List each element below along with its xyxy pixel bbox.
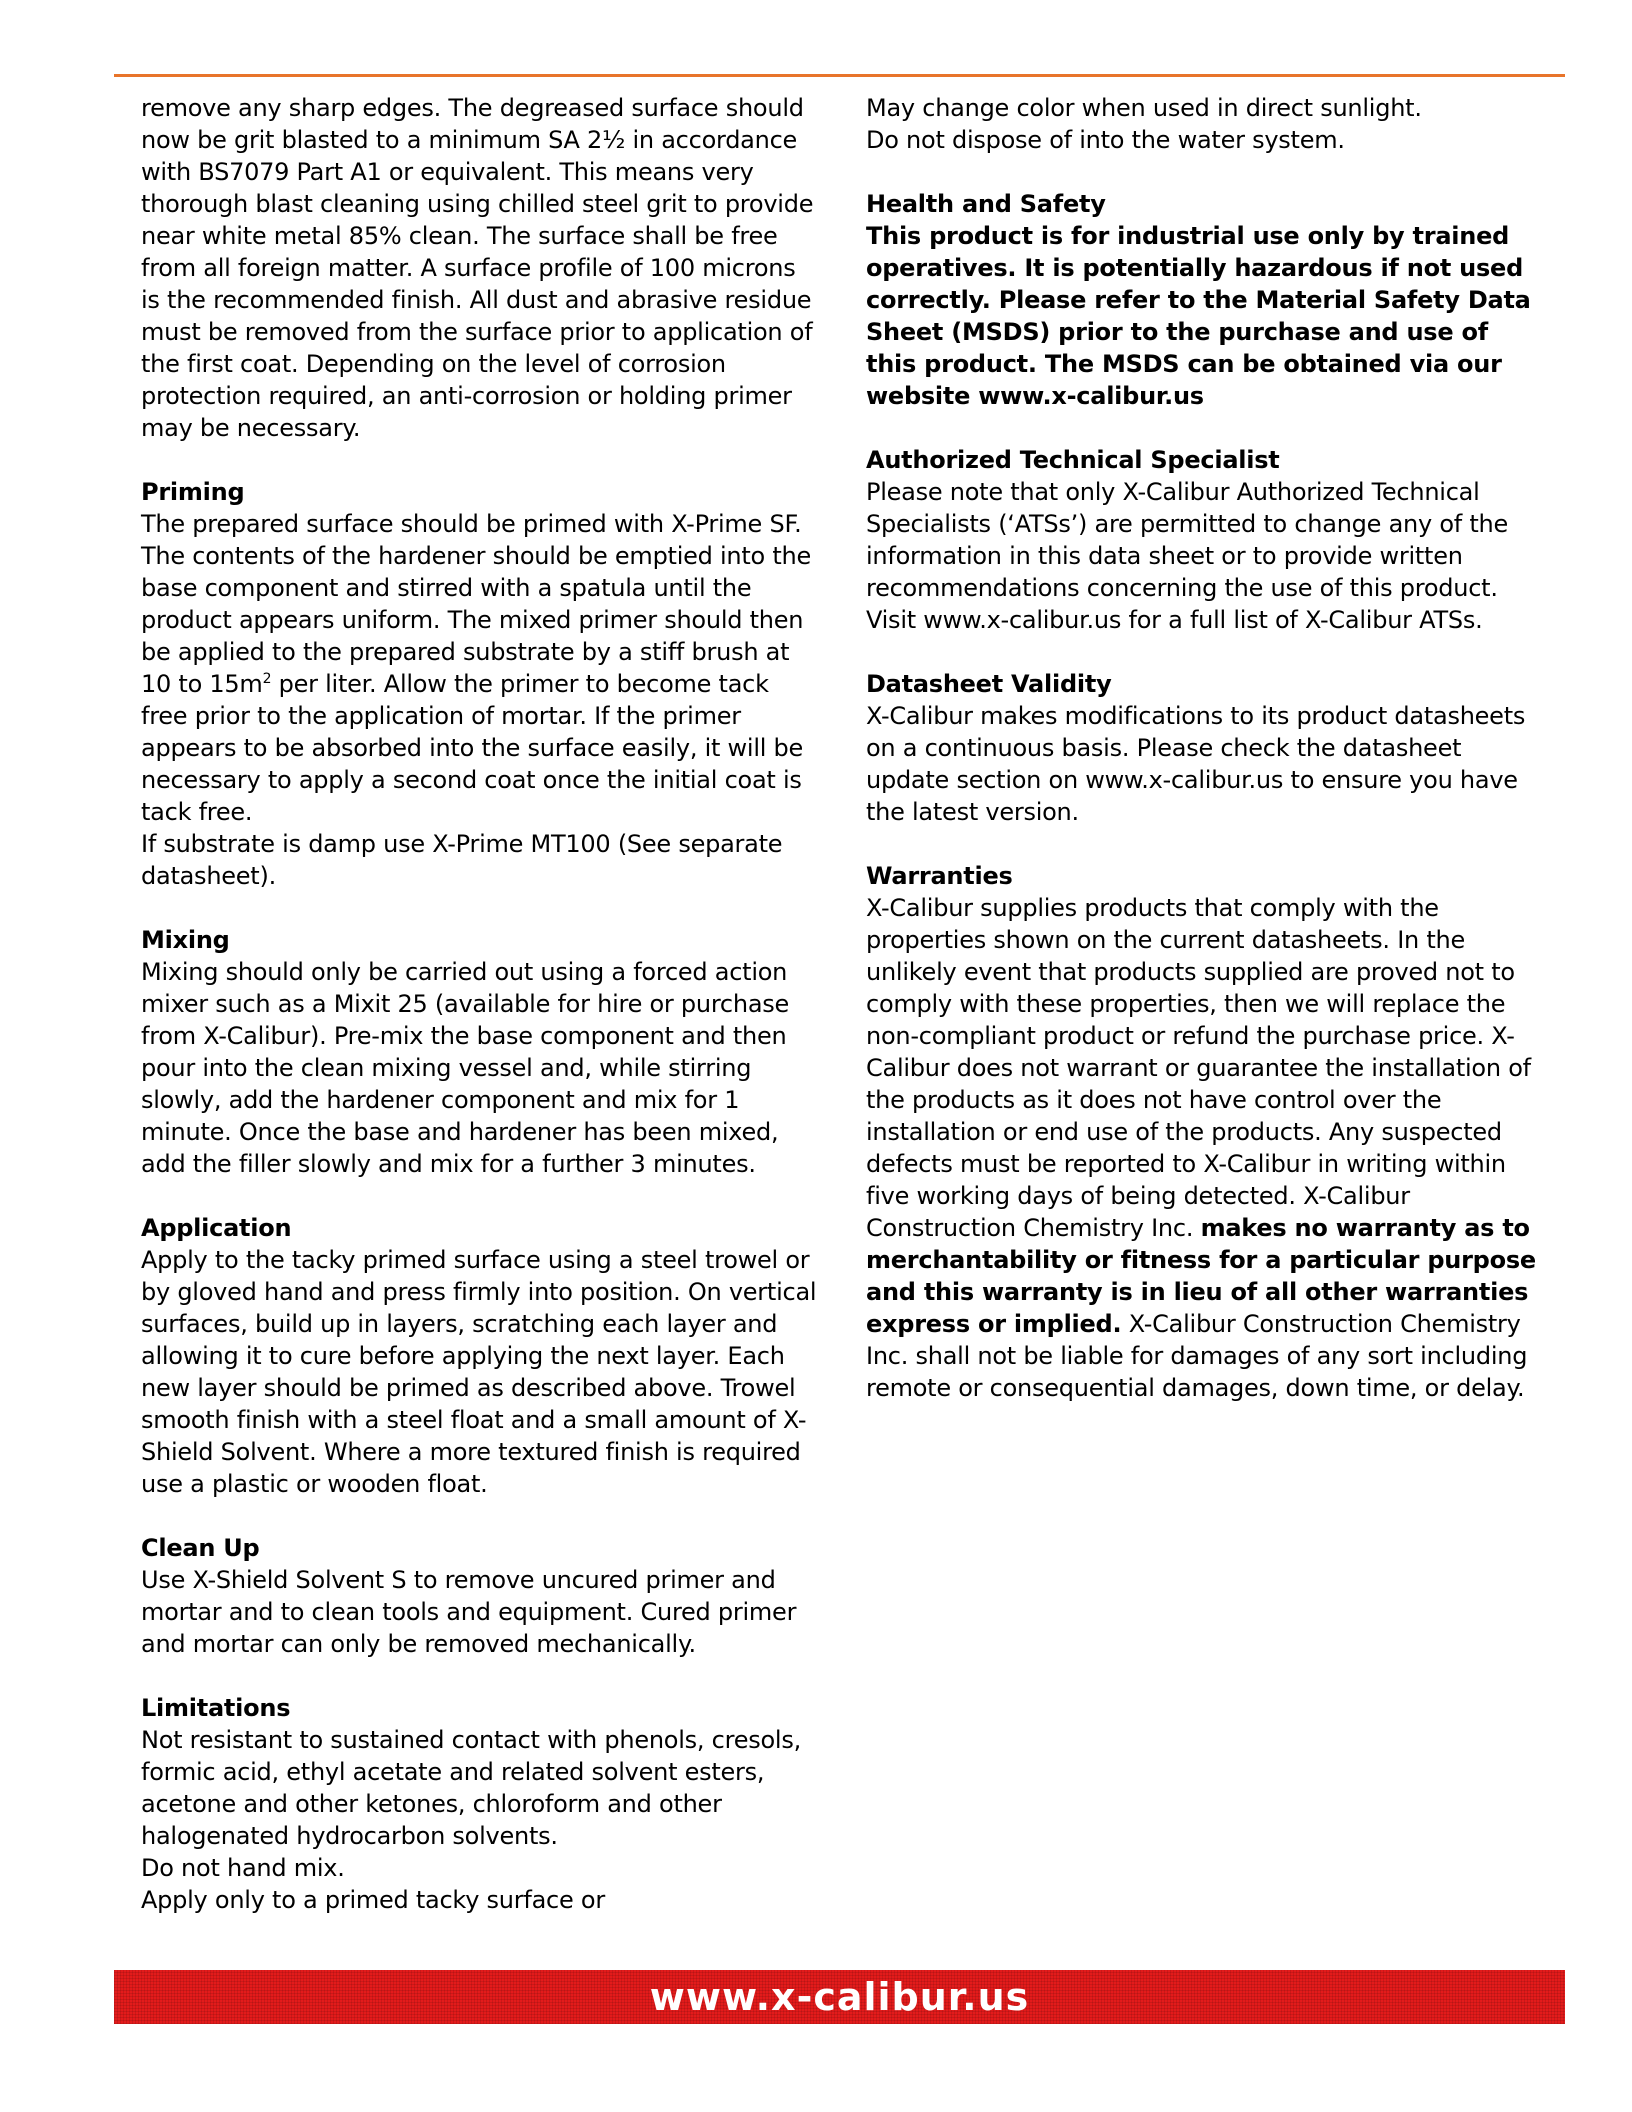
limitations-line-hand-mix: Do not hand mix.	[141, 1854, 345, 1882]
warranties-section	[866, 860, 1536, 1404]
ats-section	[866, 444, 1536, 636]
health-safety-text: This product is for industrial use only by trained operatives. It is potentially hazardous if not used correctly. Please refer to the Material Safety Data Sheet (MSDS) prior to the purchase and use of this product. The MSDS can be obtained via our website www.x-calibur.us	[866, 222, 1531, 410]
squared-superscript: 2	[262, 671, 272, 687]
cleanup-section	[141, 1532, 821, 1660]
mixing-text: Mixing should only be carried out using a forced action mixer such as a Mixit 25 (available for hire or purchase from X-Calibur). Pre-mix the base component and then pour into the clean mixing vessel and, while stirring slowly, add the hardener component and mix for 1 minute. Once the base and hardener has been mixed, add the filler slowly and mix for a further 3 minutes.	[141, 958, 790, 1178]
mixing-heading: Mixing	[141, 926, 230, 954]
warranties-text	[866, 892, 1536, 1404]
warranties-heading: Warranties	[866, 862, 1013, 890]
left-column	[141, 92, 821, 1948]
surface-prep-text: remove any sharp edges. The degreased surface should now be grit blasted to a minimum SA 2½ in accordance with BS7079 Part A1 or equivalent. This means very thorough blast cleaning using chilled steel grit to provide near white metal 85% clean. The surface shall be free from all foreign matter. A surface profile of 100 microns is the recommended finish. All dust and abrasive residue must be removed from the surface prior to application of the first coat. Depending on the level of corrosion protection required, an anti-corrosion or holding primer may be necessary.	[141, 94, 814, 442]
top-divider-line	[114, 74, 1565, 77]
health-safety-section	[866, 188, 1536, 412]
surface-prep-section	[141, 92, 821, 444]
limitations-line-primed: Apply only to a primed tacky surface or	[141, 1886, 605, 1914]
limitations-heading: Limitations	[141, 1694, 291, 1722]
ats-heading: Authorized Technical Specialist	[866, 446, 1280, 474]
mixing-section	[141, 924, 821, 1180]
warranties-text-bold: makes no warranty as to merchantability or fitness for a particular purpose and this warranty is in lieu of all other warranties express or implied.	[866, 1214, 1536, 1338]
application-section	[141, 1212, 821, 1500]
datasheet-validity-text: X-Calibur makes modifications to its product datasheets on a continuous basis. Please check the datasheet update section on www.x-calibur.us to ensure you have the latest version.	[866, 702, 1526, 826]
priming-note: If substrate is damp use X-Prime MT100 (See separate datasheet).	[141, 830, 783, 890]
limitations-text: Not resistant to sustained contact with phenols, cresols, formic acid, ethyl acetate and related solvent esters, acetone and other ketones, chloroform and other halogenated hydrocarbon solvents.	[141, 1726, 801, 1850]
limitations-continued	[866, 92, 1536, 156]
limitations-line-water: Do not dispose of into the water system.	[866, 126, 1345, 154]
priming-text-part1: The prepared surface should be primed with X-Prime SF. The contents of the hardener should be emptied into the base component and stirred with a spatula until the product appears uniform. The mixed primer should then be applied to the prepared substrate by a stiff brush at 10 to 15m	[141, 510, 811, 698]
footer-banner	[114, 1970, 1565, 2024]
right-column	[866, 92, 1536, 1436]
application-text: Apply to the tacky primed surface using a steel trowel or by gloved hand and press firmly into position. On vertical surfaces, build up in layers, scratching each layer and allowing it to cure before applying the next layer. Each new layer should be primed as described above. Trowel smooth finish with a steel float and a small amount of X-Shield Solvent. Where a more textured finish is required use a plastic or wooden float.	[141, 1246, 817, 1498]
warranties-text-end: X-Calibur Construction Chemistry Inc. shall not be liable for damages of any sort including remote or consequential damages, down time, or delay.	[866, 1310, 1528, 1402]
limitations-section	[141, 1692, 821, 1916]
priming-text	[141, 508, 821, 828]
application-heading: Application	[141, 1214, 292, 1242]
cleanup-text: Use X-Shield Solvent S to remove uncured primer and mortar and to clean tools and equipment. Cured primer and mortar can only be removed mechanically.	[141, 1566, 797, 1658]
footer-website-url: www.x-calibur.us	[649, 1975, 1030, 2019]
limitations-line-sunlight: May change color when used in direct sunlight.	[866, 94, 1422, 122]
priming-text-part2: per liter. Allow the primer to become tack free prior to the application of mortar. If the primer appears to be absorbed into the surface easily, it will be necessary to apply a second coat once the initial coat is tack free.	[141, 670, 804, 826]
datasheet-validity-heading: Datasheet Validity	[866, 670, 1112, 698]
warranties-text-plain: X-Calibur supplies products that comply with the properties shown on the current datasheets. In the unlikely event that products supplied are proved not to comply with these properties, then we will replace the non-compliant product or refund the purchase price. X-Calibur does not warrant or guarantee the installation of the products as it does not have control over the installation or end use of the products. Any suspected defects must be reported to X-Calibur in writing within five working days of being detected. X-Calibur Construction Chemistry Inc.	[866, 894, 1531, 1242]
health-safety-heading: Health and Safety	[866, 190, 1106, 218]
priming-heading: Priming	[141, 478, 245, 506]
ats-text: Please note that only X-Calibur Authorized Technical Specialists (‘ATSs’) are permitted to change any of the information in this data sheet or to provide written recommendations concerning the use of this product. Visit www.x-calibur.us for a full list of X-Calibur ATSs.	[866, 478, 1508, 634]
cleanup-heading: Clean Up	[141, 1534, 260, 1562]
datasheet-validity-section	[866, 668, 1536, 828]
priming-section	[141, 476, 821, 892]
